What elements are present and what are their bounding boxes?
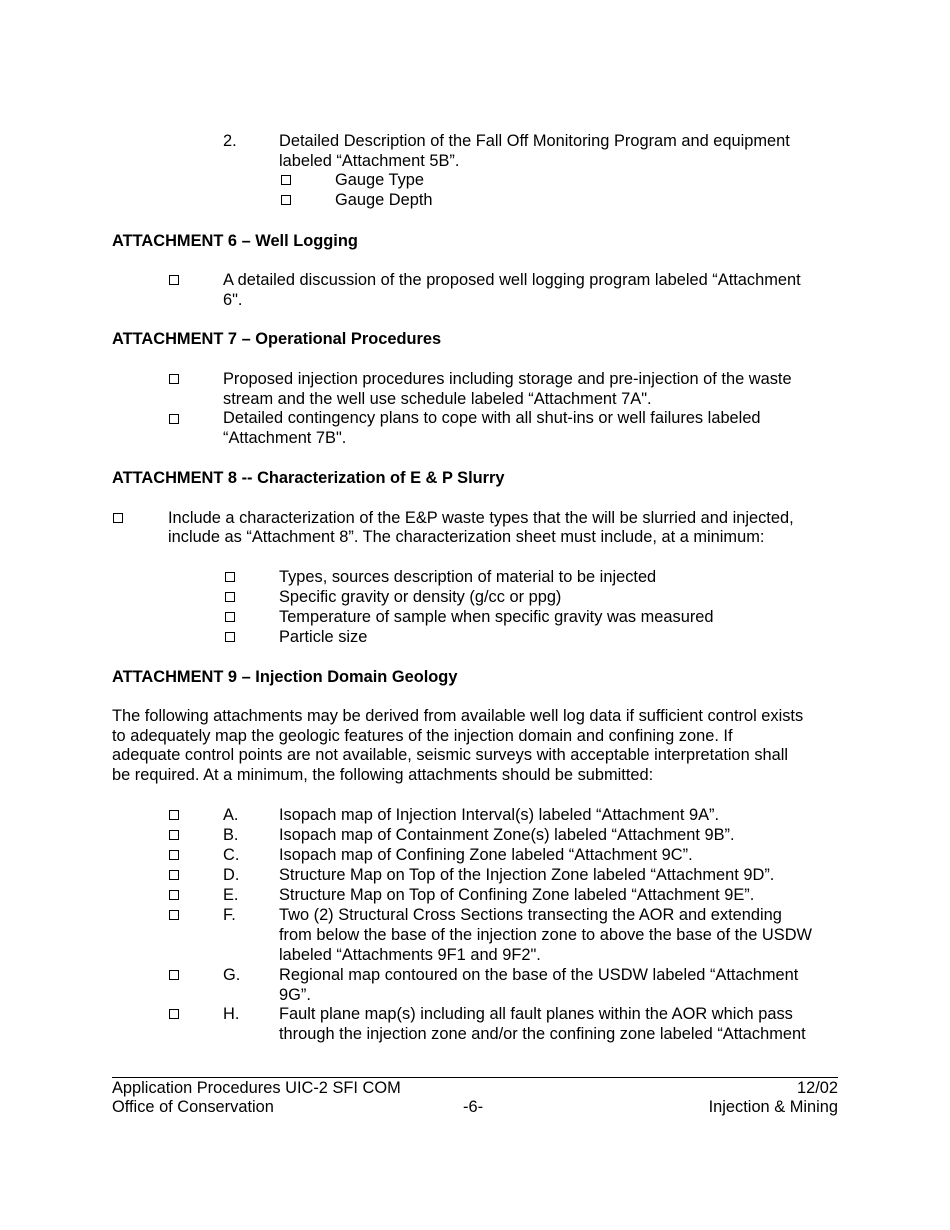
- item-letter: C.: [223, 846, 240, 864]
- att8-subitem: Specific gravity or density (g/cc or ppg): [279, 588, 562, 606]
- item-text-line: 9G”.: [279, 986, 311, 1004]
- item-text-line: Structure Map on Top of Confining Zone labeled “Attachment 9E”.: [279, 886, 755, 904]
- att9-intro-line: to adequately map the geologic features of the injection domain and confining zone. If: [112, 727, 733, 745]
- section-heading-att6: ATTACHMENT 6 – Well Logging: [112, 232, 358, 250]
- att6-item-line1: A detailed discussion of the proposed well logging program labeled “Attachment: [223, 271, 801, 289]
- item-text-line: Isopach map of Containment Zone(s) labeled “Attachment 9B”.: [279, 826, 735, 844]
- item-text-line: Isopach map of Confining Zone labeled “Attachment 9C”.: [279, 846, 693, 864]
- checkbox[interactable]: [169, 970, 179, 980]
- item-text-line: Fault plane map(s) including all fault planes within the AOR which pass: [279, 1005, 793, 1023]
- item-letter: G.: [223, 966, 241, 984]
- att9-intro-line: be required. At a minimum, the following attachments should be submitted:: [112, 766, 654, 784]
- checkbox[interactable]: [113, 513, 123, 523]
- checkbox[interactable]: [169, 414, 179, 424]
- att7-item2-line1: Detailed contingency plans to cope with all shut-ins or well failures labeled: [223, 409, 761, 427]
- checkbox[interactable]: [169, 850, 179, 860]
- footer-date: 12/02: [796, 1079, 838, 1097]
- att6-item-line2: 6".: [223, 291, 243, 309]
- att8-subitem: Types, sources description of material to be injected: [279, 568, 657, 586]
- att8-item-line2: include as “Attachment 8”. The characterization sheet must include, at a minimum:: [168, 528, 765, 546]
- section-heading-att9: ATTACHMENT 9 – Injection Domain Geology: [112, 668, 458, 686]
- checkbox[interactable]: [169, 275, 179, 285]
- checkbox[interactable]: [225, 612, 235, 622]
- att9-intro-line: The following attachments may be derived from available well log data if sufficient control exists: [112, 707, 804, 725]
- item-letter: E.: [223, 886, 239, 904]
- item-text-line: Regional map contoured on the base of the USDW labeled “Attachment: [279, 966, 799, 984]
- footer-right-line2: Injection & Mining: [708, 1098, 838, 1116]
- item-text-line: Isopach map of Injection Interval(s) labeled “Attachment 9A”.: [279, 806, 720, 824]
- checkbox[interactable]: [225, 572, 235, 582]
- checkbox[interactable]: [169, 830, 179, 840]
- checkbox[interactable]: [169, 374, 179, 384]
- item-text-line: Two (2) Structural Cross Sections transecting the AOR and extending: [279, 906, 782, 924]
- section-heading-att7: ATTACHMENT 7 – Operational Procedures: [112, 330, 442, 348]
- footer-left-line2: Office of Conservation: [112, 1098, 274, 1116]
- checkbox[interactable]: [225, 592, 235, 602]
- checkbox[interactable]: [169, 910, 179, 920]
- item-letter: F.: [223, 906, 236, 924]
- att7-item2-line2: “Attachment 7B".: [223, 429, 347, 447]
- att8-subitem: Temperature of sample when specific gravity was measured: [279, 608, 714, 626]
- checkbox[interactable]: [281, 195, 291, 205]
- item-letter: H.: [223, 1005, 240, 1023]
- footer-left-line1: Application Procedures UIC-2 SFI COM: [112, 1079, 401, 1097]
- att9-intro-line: adequate control points are not available, seismic surveys with acceptable interpretation shall: [112, 746, 789, 764]
- checkbox[interactable]: [281, 175, 291, 185]
- att7-item1-line1: Proposed injection procedures including storage and pre-injection of the waste: [223, 370, 792, 388]
- checkbox[interactable]: [169, 890, 179, 900]
- item-2-text-line2: labeled “Attachment 5B”.: [279, 152, 460, 170]
- item-letter: D.: [223, 866, 240, 884]
- section-heading-att8: ATTACHMENT 8 -- Characterization of E & P Slurry: [112, 469, 505, 487]
- checkbox[interactable]: [169, 810, 179, 820]
- checkbox[interactable]: [169, 1009, 179, 1019]
- item-text-line: labeled “Attachments 9F1 and 9F2".: [279, 946, 541, 964]
- item-letter: A.: [223, 806, 239, 824]
- att7-item1-line2: stream and the well use schedule labeled “Attachment 7A".: [223, 390, 652, 408]
- item-number: 2.: [223, 132, 237, 150]
- page-number: -6-: [463, 1098, 484, 1116]
- item-2-text-line1: Detailed Description of the Fall Off Monitoring Program and equipment: [279, 132, 790, 150]
- item-letter: B.: [223, 826, 239, 844]
- checkbox[interactable]: [225, 632, 235, 642]
- item-text-line: Structure Map on Top of the Injection Zone labeled “Attachment 9D”.: [279, 866, 775, 884]
- att8-subitem: Particle size: [279, 628, 368, 646]
- subitem-gauge-depth: Gauge Depth: [335, 191, 433, 209]
- att8-item-line1: Include a characterization of the E&P waste types that the will be slurried and injected,: [168, 509, 794, 527]
- checkbox[interactable]: [169, 870, 179, 880]
- item-text-line: through the injection zone and/or the confining zone labeled “Attachment: [279, 1025, 806, 1043]
- item-text-line: from below the base of the injection zone to above the base of the USDW: [279, 926, 813, 944]
- subitem-gauge-type: Gauge Type: [335, 171, 425, 189]
